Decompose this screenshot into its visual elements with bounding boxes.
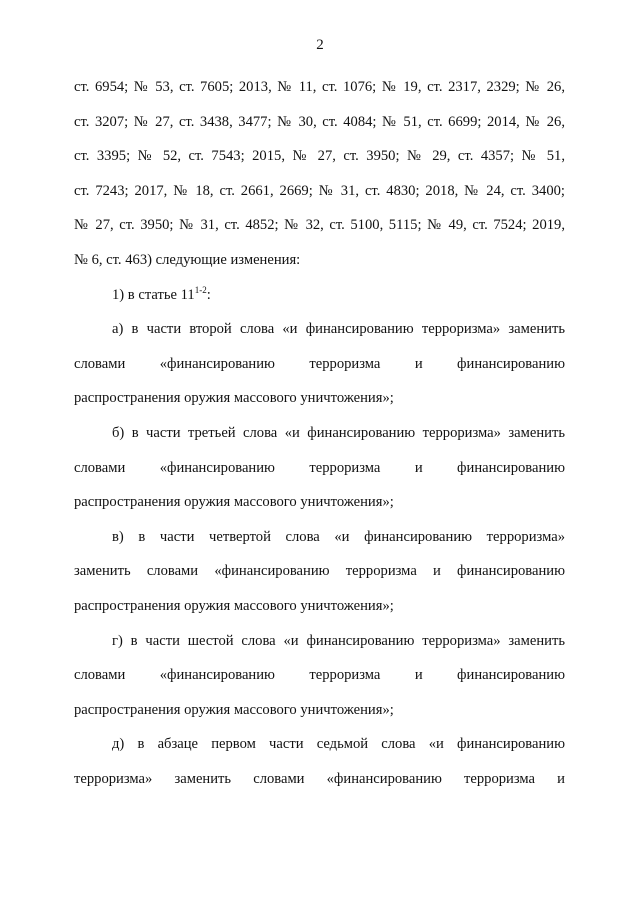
document-body [74,70,565,796]
sub-v-line-2: заменить словами «финансированию терроризма и финансированию [74,563,565,580]
sub-a-line-1: а) в части второй слова «и финансированию терроризма» заменить [112,321,565,338]
intro-line-1: ст. 6954; № 53, ст. 7605; 2013, № 11, ст. 1076; № 19, ст. 2317, 2329; № 26, [74,79,565,95]
sub-d-line-2: терроризма» заменить словами «финансированию терроризма и [74,770,565,787]
sub-g-line-2: словами «финансированию терроризма и финансированию [74,667,565,684]
intro-line-4: ст. 7243; 2017, № 18, ст. 2661, 2669; № 31, ст. 4830; 2018, № 24, ст. 3400; [74,182,565,199]
sub-d-line-1: д) в абзаце первом части седьмой слова «и финансированию [112,736,565,753]
sub-a-line-2: словами «финансированию терроризма и финансированию [74,355,565,372]
sub-b-line-3: распространения оружия массового уничтожения»; [74,494,394,511]
item-1-suffix: : [206,286,211,303]
sub-a-line-3: распространения оружия массового уничтожения»; [74,390,394,407]
intro-line-5: № 27, ст. 3950; № 31, ст. 4852; № 32, ст. 5100, 5115; № 49, ст. 7524; 2019, [74,217,565,234]
sub-g-line-3: распространения оружия массового уничтожения»; [74,701,394,718]
page-number: 2 [316,37,324,53]
intro-line-2: ст. 3207; № 27, ст. 3438, 3477; № 30, ст. 4084; № 51, ст. 6699; 2014, № 26, [74,113,565,130]
item-1-superscript: 1-2 [194,284,207,295]
sub-v-line-1: в) в части четвертой слова «и финансированию терроризма» [112,528,565,545]
sub-g-line-1: г) в части шестой слова «и финансированию терроризма» заменить [112,632,565,649]
sub-b-line-1: б) в части третьей слова «и финансированию терроризма» заменить [112,424,565,441]
intro-line-6: № 6, ст. 463) следующие изменения: [74,251,301,268]
sub-b-line-2: словами «финансированию терроризма и финансированию [74,459,565,476]
intro-line-3: ст. 3395; № 52, ст. 7543; 2015, № 27, ст. 3950; № 29, ст. 4357; № 51, [74,148,565,165]
sub-v-line-3: распространения оружия массового уничтожения»; [74,597,394,614]
item-1-prefix: 1) в статье 11 [112,286,195,303]
item-1-heading [74,278,565,313]
